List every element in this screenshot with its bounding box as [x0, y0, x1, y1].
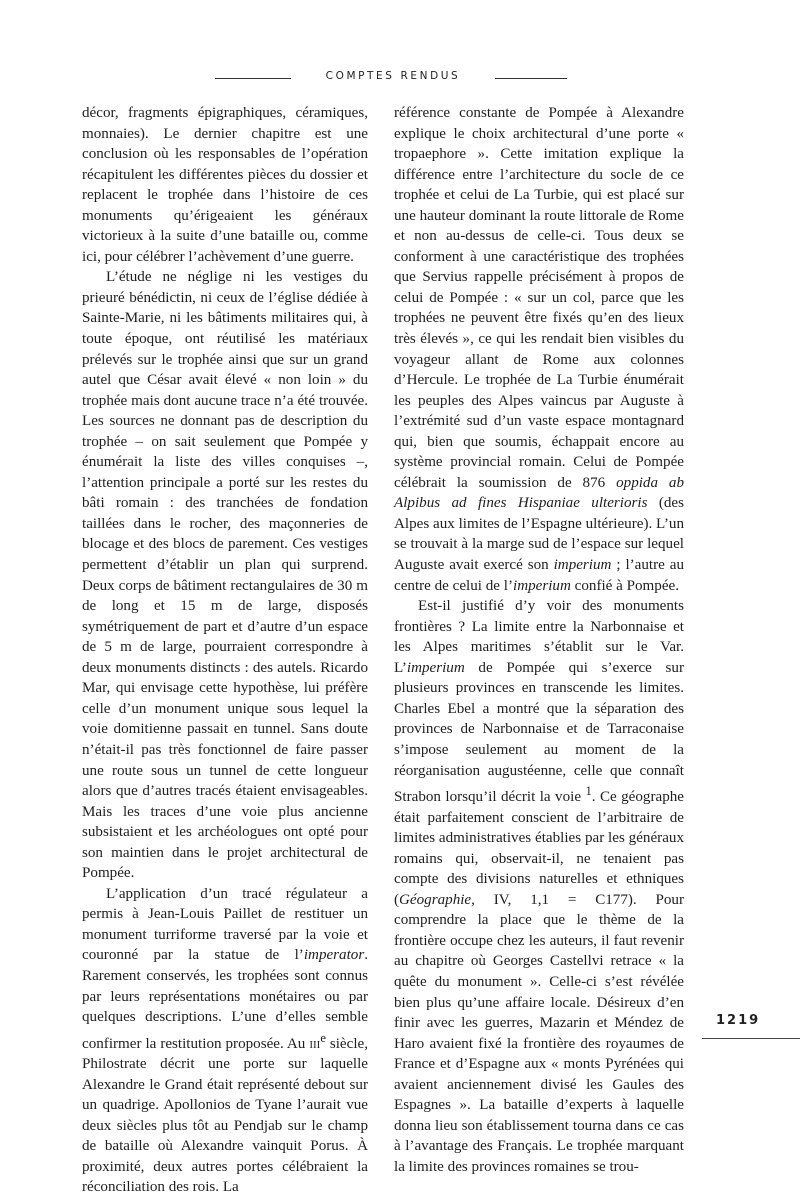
- roman-numeral: iii: [309, 1035, 321, 1052]
- italic-term: imperator: [303, 947, 365, 964]
- footnote-ref[interactable]: 1: [585, 784, 592, 799]
- latin-phrase: oppida ab Alpibus ad fines Hispaniae ulterioris: [394, 474, 684, 512]
- page-number: 1219: [716, 1013, 761, 1028]
- running-header: [0, 70, 800, 90]
- section-title: COMPTES RENDUS: [325, 70, 461, 82]
- text-run: siècle, Philostrate décrit une porte sur laquelle Alexandre le Grand était représenté debout sur un quadrige. Apollonios de Tyane l’aurait vue deux siècles plus tôt au Pendjab sur le champ de bataille où Alexandre vainquit Porus. À proximité, deux autres portes célébraient la réconciliation des rois. La: [82, 1035, 369, 1196]
- italic-term: imperium: [406, 659, 465, 676]
- left-column: [82, 103, 368, 1198]
- header-rule-left: [215, 78, 291, 79]
- paragraph: [394, 103, 684, 596]
- paragraph: décor, fragments épigraphiques, céramiques, monnaies). Le dernier chapitre est une conclusion où les responsables de l’opération récapitulent les différentes pièces du dossier et replacent le trophée dans l’histoire de ces monuments qu’érigeaient les généraux victorieux à la suite d’une bataille ou, comme ici, pour célébrer l’achèvement d’une guerre.: [82, 105, 368, 265]
- paragraph: [394, 596, 684, 1177]
- text-run: . Rarement conservés, les trophées sont connus par leurs représentations monétaires ou par quelques descriptions. L’une d’elles semble confirmer la restitution proposée. Au: [82, 947, 368, 1052]
- text-run: , IV, 1,1 = C177). Pour comprendre la place que le thème de la frontière occupe chez les auteurs, il faut revenir au chapitre où Georges Castellvi retrace « la quête du monument ». Celle-ci s’est révélée bien plus qu’une affaire locale. Désireux d’en finir avec les guerres, Mazarin et Méndez de Haro avaient fixé la frontière des royaumes de France et d’Espagne aux « monts Pyrénées qui avaient anciennement divisé les Gaules des Espagnes ». La bataille d’experts à laquelle donna lieu son établissement tourna dans ce cas à l’avantage des Français. Le trophée marquant la limite des provinces romaines se trou-: [394, 891, 684, 1175]
- superscript: e: [320, 1030, 326, 1045]
- text-run: confié à Pompée.: [570, 577, 680, 594]
- text-run: (des Alpes aux limites de l’Espagne ultérieure). L’un se trouvait à la marge sud de l’espace sur lequel Auguste avait exercé son: [394, 495, 684, 574]
- text-run: L’application d’un tracé régulateur a permis à Jean-Louis Paillet de restituer un monument turriforme traversé par la voie et couronné par la statue de l’: [82, 885, 368, 964]
- text-run: de Pompée qui s’exerce sur plusieurs provinces en transcende les limites. Charles Ebel a montré que la séparation des provinces de Narbonnaise et de Tarraconaise s’impose seulement au moment de la réorganisation augustéenne, celle que connaît Strabon lorsqu’il décrit la voie: [394, 659, 684, 806]
- italic-term: imperium: [513, 577, 571, 594]
- page-number-rule: [702, 1038, 800, 1039]
- italic-term: imperium: [553, 557, 612, 574]
- text-run: référence constante de Pompée à Alexandre explique le choix architectural d’une porte « tropaephore ». Cette imitation explique la différence entre l’architecture du socle de ce trophée et celui de La Turbie, qui est placé sur une hauteur dominant la route littorale de Rome et non au-dessus de celle-ci. Tous deux se conforment à une caractéristique des trophées que Servius rappelle précisément à propos de celui de Pompée : « sur un col, parce que les trophées ne peuvent être fixés qu’en des lieux très élevés », ce qui les rendait bien visibles du voyageur allant de Rome aux colonnes d’Hercule. Le trophée de La Turbie énumérait les peuples des Alpes vaincus par Auguste à l’extrémité sud d’un vaste espace montagnard qui, bien que soumis, échappait encore au système provincial romain. Celui de Pompée célébrait la soumission de 876: [394, 105, 684, 491]
- book-title: Géographie: [399, 891, 472, 908]
- text-run: ; l’autre au centre de celui de l’: [394, 557, 684, 594]
- right-column: [394, 103, 684, 1177]
- header-rule-right: [495, 78, 567, 79]
- paragraph: [82, 884, 368, 1198]
- text-run: . Ce géographe était parfaitement conscient de l’arbitraire de limites administratives établies par les généraux romains qui, observait-il, ne tenaient pas compte des divisions naturelles et ethniques (: [394, 789, 684, 908]
- text-run: Est-il justifié d’y voir des monuments frontières ? La limite entre la Narbonnaise et les Alpes maritimes s’établit sur le Var. L’: [394, 598, 684, 676]
- paragraph: L’étude ne néglige ni les vestiges du prieuré bénédictin, ni ceux de l’église dédiée à Sainte-Marie, ni les bâtiments militaires qui, à toute époque, ont réutilisé les matériaux prélevés sur le trophée ainsi que sur un grand autel que César avait élevé « non loin » du trophée mais dont aucune trace n’a été trouvée. Les sources ne donnant pas de description du trophée – on sait seulement que Pompée y énumérait la liste des villes conquises –, l’attention principale a porté sur les restes du bâti romain : des tranchées de fondation taillées dans le rocher, des maçonneries de blocage et des blocs de parement. Ces vestiges permettent d’établir un plan qui surprend. Deux corps de bâtiment rectangulaires de 30 m de long et 15 m de large, disposés symétriquement de part et d’autre d’un espace de 5 m de large, pourraient correspondre à deux monuments distincts : des autels. Ricardo Mar, qui envisage cette hypothèse, lui préfère celle d’un monument unique sous lequel la voie domitienne passait en tunnel. Sans doute n’était-il pas très fonctionnel de faire passer une route sous un tunnel de cette longueur alors que d’autres tracés étaient envisageables. Mais les traces d’une voie plus ancienne subsistaient et les archéologues ont opté pour son maintien dans le projet architectural de Pompée.: [82, 269, 368, 882]
